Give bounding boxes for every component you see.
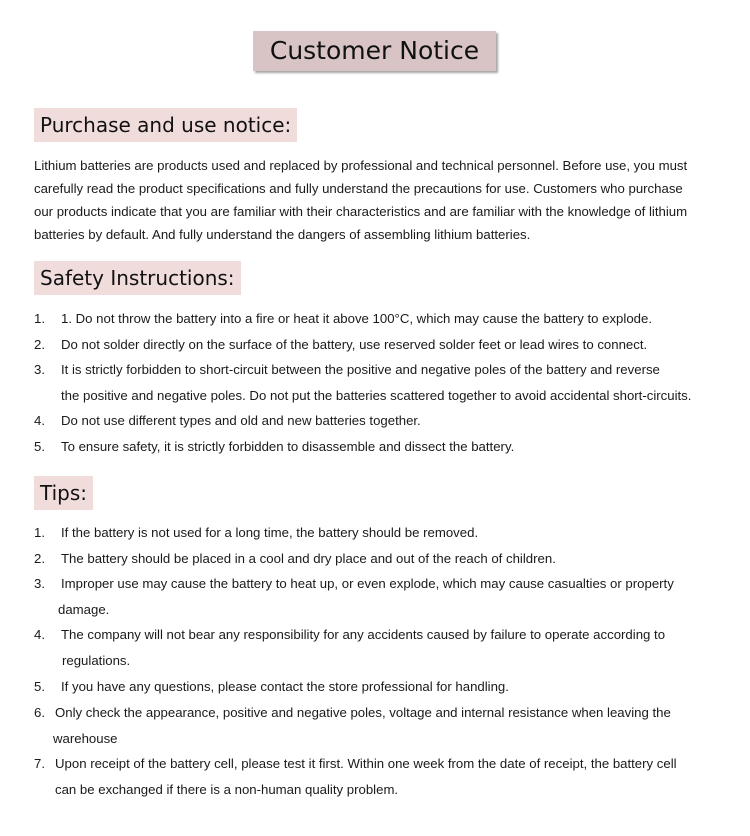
tips-item-text: damage. (58, 601, 110, 617)
tips-item-number: 4. (34, 627, 45, 642)
safety-item-number: 2. (34, 337, 45, 352)
safety-item-text: To ensure safety, it is strictly forbidden to disassemble and dissect the battery. (61, 439, 515, 454)
safety-item-text: Do not use different types and old and new batteries together. (61, 413, 421, 428)
tips-item-text: Improper use may cause the battery to heat up, or even explode, which may cause casualties or property (61, 576, 674, 591)
tips-item-number: 2. (34, 551, 45, 566)
tips-item-number: 1. (34, 525, 45, 540)
safety-item-text: 1. Do not throw the battery into a fire or heat it above 100°C, which may cause the battery to explode. (61, 311, 652, 326)
safety-item-text: the positive and negative poles. Do not put the batteries scattered together to avoid accidental short-circuits. (61, 387, 692, 403)
tips-item-text: Upon receipt of the battery cell, please test it first. Within one week from the date of receipt, the battery cell (55, 756, 677, 771)
tips-item-text: If the battery is not used for a long time, the battery should be removed. (61, 525, 479, 540)
tips-item-text: regulations. (62, 652, 131, 668)
purchase-line: Lithium batteries are products used and replaced by professional and technical personnel. Before use, you must (34, 158, 688, 173)
tips-item-number: 5. (34, 679, 45, 694)
tips-item-text: The battery should be placed in a cool and dry place and out of the reach of children. (61, 551, 556, 566)
tips-item-text: can be exchanged if there is a non-human quality problem. (55, 781, 399, 797)
purchase-line: batteries by default. And fully understand the dangers of assembling lithium batteries. (34, 227, 531, 242)
safety-heading: Safety Instructions: (34, 261, 241, 295)
safety-item-text: Do not solder directly on the surface of the battery, use reserved solder feet or lead wires to connect. (61, 337, 648, 352)
safety-item-number: 5. (34, 439, 45, 454)
safety-item-number: 4. (34, 413, 45, 428)
tips-item-number: 6. (34, 705, 45, 720)
tips-item-number: 7. (34, 756, 45, 771)
page-title: Customer Notice (253, 31, 496, 71)
safety-item-number: 3. (34, 362, 45, 377)
tips-item-text: warehouse (53, 730, 118, 746)
safety-item-text: It is strictly forbidden to short-circuit between the positive and negative poles of the battery and reverse (61, 362, 660, 377)
safety-item-number: 1. (34, 311, 45, 326)
purchase-line: carefully read the product specifications and fully understand the precautions for use. Customers who purchase (34, 181, 683, 196)
purchase-heading: Purchase and use notice: (34, 108, 297, 142)
purchase-paragraph (34, 154, 724, 246)
purchase-line: our products indicate that you are familiar with their characteristics and are familiar with the knowledge of lithium (34, 204, 688, 219)
tips-item-text: Only check the appearance, positive and negative poles, voltage and internal resistance when leaving the (55, 705, 671, 720)
tips-item-text: The company will not bear any responsibility for any accidents caused by failure to operate according to (61, 627, 666, 642)
tips-heading: Tips: (34, 476, 93, 510)
tips-item-text: If you have any questions, please contact the store professional for handling. (61, 679, 509, 694)
tips-item-number: 3. (34, 576, 45, 591)
